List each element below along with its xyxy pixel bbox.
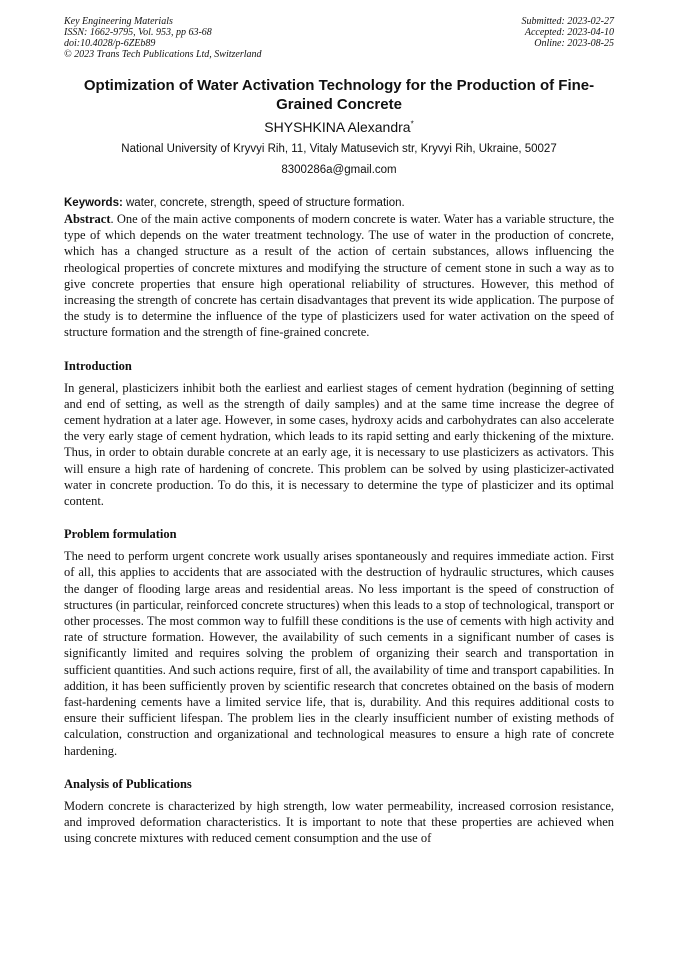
issn: ISSN: 1662-9795, Vol. 953, pp 63-68 xyxy=(64,27,212,38)
keywords xyxy=(64,196,614,211)
abstract xyxy=(64,211,614,341)
author xyxy=(64,118,614,136)
paper-title: Optimization of Water Activation Technology for the Production of Fine-Grained Concrete xyxy=(83,77,595,113)
paper-page xyxy=(64,16,614,847)
section-heading-problem-formulation: Problem formulation xyxy=(64,527,177,542)
section-heading-introduction: Introduction xyxy=(64,358,132,373)
keywords-label: Keywords: xyxy=(64,197,123,209)
section-text-problem-formulation: The need to perform urgent concrete work usually arises spontaneously and requires immediate action. First of all, this applies to accidents that are associated with the destruction of hydraulic structures, which causes the danger of flooding large areas and residential areas. No less important is the speed of construction of structures (in particular, reinforced concrete structures) when this leads to a stop of technological, transport or other processes. The most common way to fulfill these conditions is the use of cements with high activity and rate of structure formation. However, the availability of such cements in a significant number of cases is significantly limited and requires solving the problem of organizing their search and transportation in sufficient quantities. And such actions require, first of all, the availability of time and transport capabilities. In addition, it has been sufficiently proven by scientific research that concretes obtained on the basis of modern fast-hardening cements have a limited service life, that is, durability. And this requires additional costs to ensure their sufficient lifespan. The problem lies in the clearly insufficient number of existing methods of calculation, construction and organizational and technological measures to ensure a high rate of concrete hardening. xyxy=(64,549,614,758)
header-left xyxy=(64,16,262,60)
author-mark: * xyxy=(410,119,414,129)
journal-header xyxy=(64,16,614,60)
author-email: 8300286a@gmail.com xyxy=(281,164,397,176)
doi: doi:10.4028/p-6ZEb89 xyxy=(64,38,156,49)
submitted-date: Submitted: 2023-02-27 xyxy=(521,16,614,27)
keywords-text: water, concrete, strength, speed of structure formation. xyxy=(122,197,405,209)
abstract-label: Abstract xyxy=(64,212,111,226)
journal-name: Key Engineering Materials xyxy=(64,16,173,27)
section-text-analysis: Modern concrete is characterized by high strength, low water permeability, increased corrosion resistance, and improved deformation characteristics. It is important to note that these properties are achieved when using concrete mixtures with reduced cement consumption and the use of xyxy=(64,798,614,846)
author-name: SHYSHKINA Alexandra xyxy=(264,119,411,135)
copyright: © 2023 Trans Tech Publications Ltd, Switzerland xyxy=(64,49,262,60)
abstract-text: . One of the main active components of modern concrete is water. Water has a variable structure, the type of which depends on the water treatment technology. The use of water in the production of concrete, which has a changed structure as a result of the action of certain substances, allows influencing the rheological properties of concrete mixtures and modifying the structure of cement stone in such a way as to give concrete properties that ensure high operational reliability of structures. However, this method of increasing the strength of concrete has certain disadvantages that prevent its wide application. The purpose of the study is to determine the influence of the type of plasticizers used for water activation on the speed of structure formation and the strength of fine-grained concrete. xyxy=(64,212,614,340)
section-heading-analysis: Analysis of Publications xyxy=(64,776,192,791)
affiliation: National University of Kryvyi Rih, 11, Vitaly Matusevich str, Kryvyi Rih, Ukraine, 50027 xyxy=(121,143,557,155)
online-date: Online: 2023-08-25 xyxy=(534,38,614,49)
header-right xyxy=(522,16,615,60)
accepted-date: Accepted: 2023-04-10 xyxy=(524,27,614,38)
section-text-introduction: In general, plasticizers inhibit both the earliest and earliest stages of cement hydration (beginning of setting and end of setting, as well as the strength of daily samples) and at the same time increase the degree of cement hydration at a later age. However, in some cases, hydroxy acids and carbohydrates can also accelerate the very early stage of cement hydration, which leads to its rapid setting and early thickening of the mixture. Thus, in order to obtain durable concrete at an early age, it is necessary to use plasticizers as activators. This will ensure a high rate of hardening of concrete. This problem can be solved by using plasticizer-activated water in concrete production. To do this, it is necessary to determine the type of plasticizer and its optimal content. xyxy=(64,380,614,509)
